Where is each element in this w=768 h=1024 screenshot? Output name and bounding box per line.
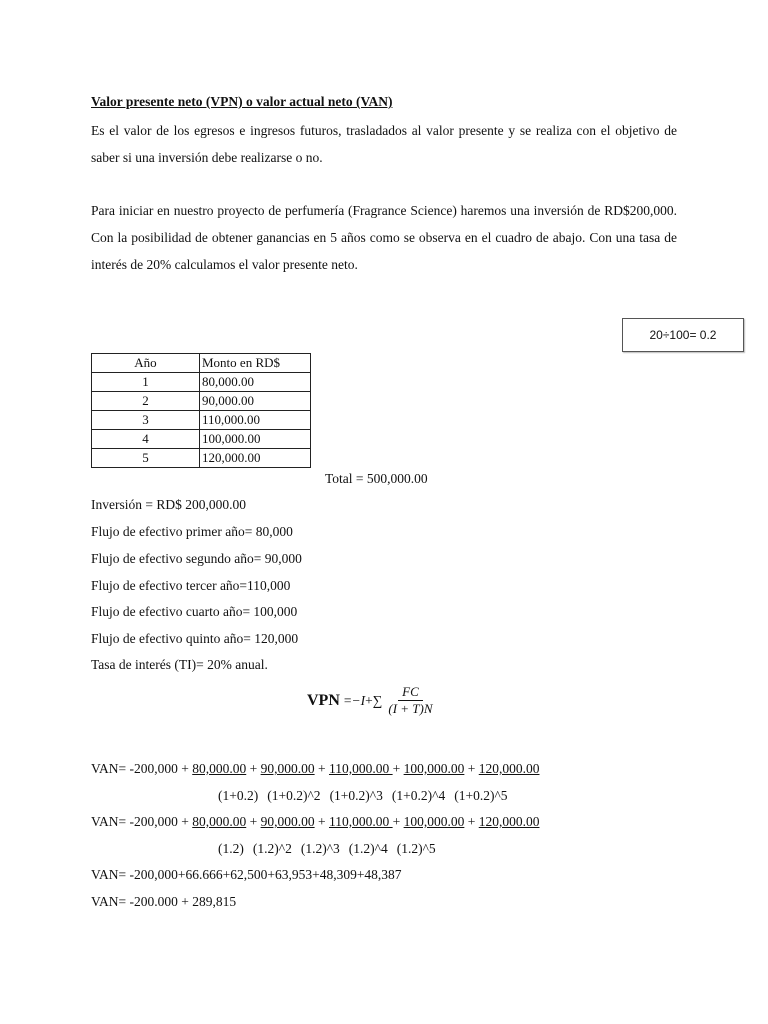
year-cell: 2: [92, 392, 200, 411]
vpn-formula: [307, 684, 437, 717]
year-cell: 4: [92, 430, 200, 449]
definition-paragraph: Es el valor de los egresos e ingresos futuros, trasladados al valor presente y se realiza con el objetivo de saber si una inversión debe realizarse o no.: [91, 123, 677, 165]
column-header-year: Año: [92, 354, 200, 373]
formula-fraction: [384, 684, 436, 717]
column-header-amount: Monto en RD$: [200, 354, 311, 373]
amount-cell: 80,000.00: [200, 373, 311, 392]
cash-flow-year3-line: Flujo de efectivo tercer año=110,000: [91, 578, 291, 593]
van-term: 120,000.00: [478, 814, 540, 829]
van-term: 80,000.00: [192, 814, 247, 829]
sigma-symbol: ∑: [372, 692, 383, 708]
page-title: Valor presente neto (VPN) o valor actual neto (VAN): [91, 94, 393, 109]
investment-line: Inversión = RD$ 200,000.00: [91, 497, 246, 512]
amount-cell: 120,000.00: [200, 449, 311, 468]
van-term: 110,000.00: [328, 761, 393, 776]
van-denominators-1: [218, 788, 517, 804]
van-term: 110,000.00: [328, 814, 393, 829]
table-header-row: [92, 354, 311, 373]
formula-equals: =: [343, 692, 352, 708]
project-paragraph: Para iniciar en nuestro proyecto de perfumería (Fragrance Science) haremos una inversión de RD$200,000. Con la posibilidad de obtener ganancias en 5 años como se observa en el cuadro de abajo. Con una tasa de interés de 20% calculamos el valor presente neto.: [91, 203, 677, 272]
van-expression-2: VAN= -200,000 + 80,000.00 + 90,000.00 + 110,000.00 + 100,000.00 + 120,000.00: [91, 814, 540, 829]
formula-plus: +: [365, 692, 373, 708]
van-denominators-2: [218, 841, 445, 857]
cash-flow-table: [91, 353, 311, 468]
year-cell: 1: [92, 373, 200, 392]
van-denominator: (1.2): [218, 841, 244, 856]
van-denominator: (1+0.2)^3: [329, 788, 383, 803]
van-prefix: VAN= -200,000 +: [91, 814, 193, 829]
van-term: 100,000.00: [403, 761, 465, 776]
total-amount: Total = 500,000.00: [325, 471, 428, 486]
van-denominator: (1.2)^4: [348, 841, 388, 856]
van-term: 120,000.00: [478, 761, 540, 776]
van-term: 90,000.00: [260, 814, 315, 829]
amount-cell: 100,000.00: [200, 430, 311, 449]
formula-minus-investment: −I: [351, 692, 366, 708]
van-denominator: (1+0.2): [218, 788, 259, 803]
van-denominator: (1+0.2)^2: [267, 788, 321, 803]
van-term: 100,000.00: [403, 814, 465, 829]
van-expression-1: VAN= -200,000 + 80,000.00 + 90,000.00 + 110,000.00 + 100,000.00 + 120,000.00: [91, 761, 540, 776]
table-row: [92, 392, 311, 411]
amount-cell: 110,000.00: [200, 411, 311, 430]
van-denominator: (1.2)^5: [396, 841, 436, 856]
van-prefix: VAN= -200,000 +: [91, 761, 193, 776]
van-denominator: (1.2)^3: [300, 841, 340, 856]
cash-flow-year2-line: Flujo de efectivo segundo año= 90,000: [91, 551, 302, 566]
year-cell: 3: [92, 411, 200, 430]
van-denominator: (1+0.2)^5: [454, 788, 508, 803]
van-denominator: (1.2)^2: [252, 841, 292, 856]
formula-denominator: (I + T)N: [388, 701, 433, 716]
amount-cell: 90,000.00: [200, 392, 311, 411]
van-term: 90,000.00: [260, 761, 315, 776]
van-expression-4: VAN= -200.000 + 289,815: [91, 894, 237, 909]
rate-calculation-box: 20÷100= 0.2: [622, 318, 744, 352]
cash-flow-year1-line: Flujo de efectivo primer año= 80,000: [91, 524, 293, 539]
table-row: [92, 411, 311, 430]
van-denominator: (1+0.2)^4: [391, 788, 446, 803]
interest-rate-line: Tasa de interés (TI)= 20% anual.: [91, 657, 268, 672]
formula-numerator: FC: [398, 684, 423, 701]
table-row: [92, 430, 311, 449]
formula-lhs: VPN: [307, 691, 340, 709]
table-row: [92, 449, 311, 468]
van-term: 80,000.00: [192, 761, 247, 776]
year-cell: 5: [92, 449, 200, 468]
van-expression-3: VAN= -200,000+66.666+62,500+63,953+48,309+48,387: [91, 867, 402, 882]
table-row: [92, 373, 311, 392]
cash-flow-year5-line: Flujo de efectivo quinto año= 120,000: [91, 631, 299, 646]
cash-flow-year4-line: Flujo de efectivo cuarto año= 100,000: [91, 604, 298, 619]
